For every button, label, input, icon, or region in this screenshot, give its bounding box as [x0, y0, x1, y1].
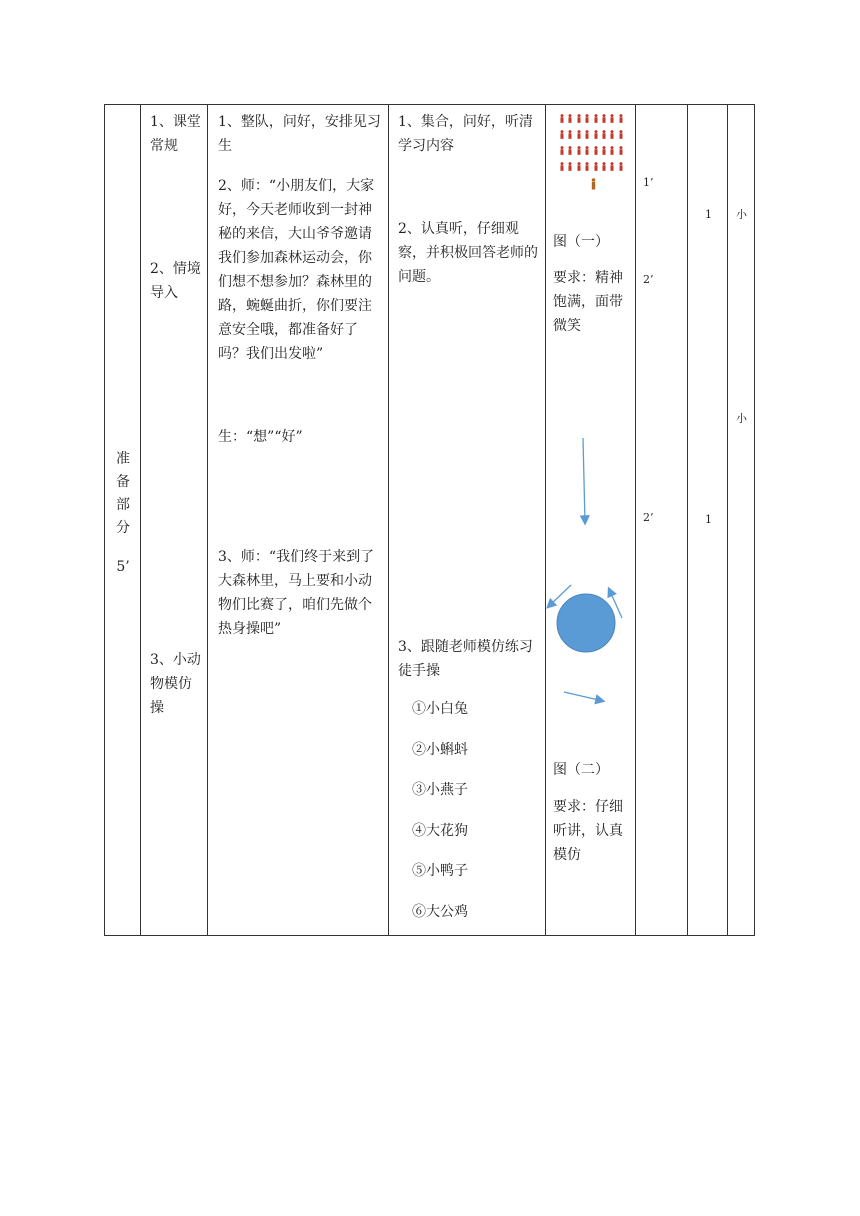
student-figure	[601, 159, 607, 168]
student-figure	[584, 159, 590, 168]
student-figure	[593, 127, 599, 136]
student-figure	[567, 111, 573, 120]
student-figure	[567, 159, 573, 168]
student-figure	[576, 111, 582, 120]
student-figure	[576, 159, 582, 168]
content-item: 2、情境导入	[150, 261, 201, 301]
student-figure	[609, 159, 615, 168]
times-value: 1	[705, 208, 712, 221]
student-activity: 1、集合，问好，听清学习内容	[398, 114, 533, 154]
figure-caption: 图（二）	[553, 762, 609, 778]
times-value: 1	[705, 513, 712, 526]
exercise-item: ①小白兔	[412, 701, 468, 717]
student-figure	[618, 127, 624, 136]
student-figure	[601, 127, 607, 136]
student-figure	[559, 111, 565, 120]
student-figure	[584, 143, 590, 152]
student-figure	[601, 143, 607, 152]
student-activity: 2、认真听，仔细观察，并积极回答老师的问题。	[398, 221, 538, 285]
teacher-figure	[590, 178, 597, 190]
student-figure	[559, 127, 565, 136]
exercise-item: ⑤小鸭子	[412, 863, 468, 879]
student-figure	[618, 143, 624, 152]
content-item: 1、课堂常规	[150, 114, 201, 154]
student-figure	[593, 159, 599, 168]
student-figure	[609, 143, 615, 152]
arrow-down	[583, 438, 585, 523]
exercise-item: ③小燕子	[412, 782, 468, 798]
student-figure	[601, 111, 607, 120]
student-figure	[609, 111, 615, 120]
student-figure	[567, 127, 573, 136]
student-figure	[559, 159, 565, 168]
time-value: 2’	[643, 511, 654, 524]
exercise-item: ②小蝌蚪	[412, 742, 468, 758]
section-time: 5’	[116, 559, 130, 575]
section-label: 准 备 部 分 5’	[108, 448, 138, 579]
figure-caption: 图（一）	[553, 234, 609, 250]
arrow-right	[564, 692, 603, 701]
student-figure	[584, 111, 590, 120]
intensity-value: 小	[736, 412, 747, 425]
teacher-activity: 3、师：“我们终于来到了大森林里，马上要和小动物们比赛了，咱们先做个热身操吧”	[218, 549, 375, 637]
intensity-value: 小	[736, 208, 747, 221]
teacher-activity: 2、师：“小朋友们，大家好，今天老师收到一封神秘的来信，大山爷爷邀请我们参加森林运动会，你们想不想参加？森林里的路，蜿蜒曲折，你们要注意安全哦，都准备好了吗？我们出发啦”	[218, 178, 375, 362]
requirement-text: 要求：精神饱满，面带微笑	[553, 270, 623, 334]
teacher-activity: 1、整队，问好，安排见习生	[218, 114, 381, 154]
student-activity: 3、跟随老师模仿练习徒手操	[398, 639, 533, 679]
student-figure	[618, 159, 624, 168]
time-value: 2’	[643, 273, 654, 286]
time-value: 1’	[643, 176, 654, 189]
student-figure	[618, 111, 624, 120]
content-item: 3、小动物模仿操	[150, 652, 201, 716]
circle-shape	[557, 594, 615, 652]
exercise-item: ⑥大公鸡	[412, 904, 468, 920]
student-figure	[593, 143, 599, 152]
student-figure	[576, 127, 582, 136]
student-figure	[584, 127, 590, 136]
student-figure	[593, 111, 599, 120]
student-figure	[609, 127, 615, 136]
requirement-text: 要求：仔细听讲，认真模仿	[553, 799, 623, 863]
student-figure	[559, 143, 565, 152]
teacher-activity: 生：“想”“好”	[218, 429, 303, 445]
student-figure	[576, 143, 582, 152]
exercise-item: ④大花狗	[412, 823, 468, 839]
student-figure	[567, 143, 573, 152]
